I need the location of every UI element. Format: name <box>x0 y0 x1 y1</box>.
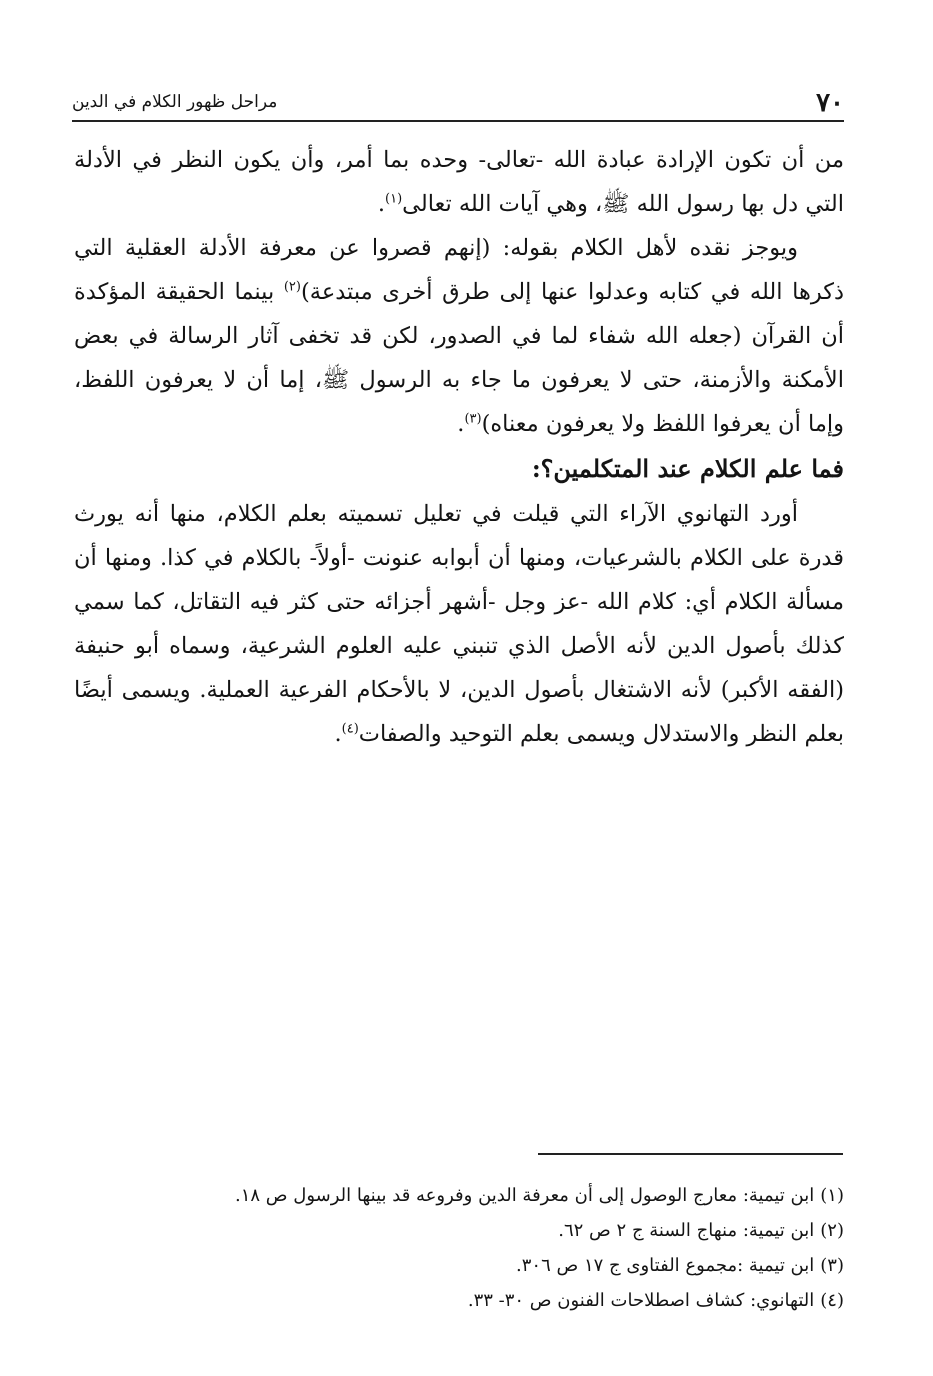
paragraph-3-text: أورد التهانوي الآراء التي قيلت في تعليل تسميته بعلم الكلام، منها أنه يورث قدرة على الكلام بالشرعيات، ومنها أن أبوابه عنونت -أولاً- بالكلام في كذا. ومنها أن مسألة الكلام أي: كلام الله -عز وجل -أشهر أجزائه حتى كثر فيه التقاتل، كما سمي كذلك بأصول الدين لأنه الأصل الذي تنبني عليه العلوم الشرعية، وسماه أبو حنيفة (الفقه الأكبر) لأنه الاشتغال بأصول الدين، لا بالأحكام الفرعية العملية. ويسمى أيضًا بعلم النظر والاستدلال ويسمى بعلم التوحيد والصفات <box>74 501 844 747</box>
footnote-item <box>74 1248 844 1283</box>
paragraph-3 <box>74 492 844 756</box>
paragraph-1-text: من أن تكون الإرادة عبادة الله -تعالى- وحده بما أمر، وأن يكون النظر في الأدلة التي دل بها رسول الله ﷺ، وهي آيات الله تعالى <box>74 147 844 217</box>
footnote-ref-2: (٢) <box>283 279 301 295</box>
footnote-ref-4: (٤) <box>341 721 359 737</box>
footnote-text: ابن تيمية: منهاج السنة ج ٢ ص ٦٢. <box>558 1220 815 1241</box>
footnote-number: (٤) <box>820 1290 844 1311</box>
footnote-ref-1: (١) <box>385 191 403 207</box>
footnote-item <box>74 1283 844 1318</box>
paragraph-3-end: . <box>334 721 342 747</box>
footnote-divider <box>538 1153 843 1155</box>
paragraph-2-text-a: ويوجز نقده لأهل الكلام بقوله: (إنهم قصروا عن معرفة الأدلة العقلية التي ذكرها الله في كتابه وعدلوا عنها إلى طرق أخرى مبتدعة) <box>74 235 844 305</box>
footnotes-list <box>74 1178 844 1318</box>
footnote-text: ابن تيمية :مجموع الفتاوى ج ١٧ ص ٣٠٦. <box>516 1255 815 1276</box>
paragraph-1 <box>74 138 844 226</box>
footnote-number: (٣) <box>820 1255 844 1276</box>
footnote-ref-3: (٣) <box>464 411 482 427</box>
footnote-number: (٢) <box>820 1220 844 1241</box>
footnote-item <box>74 1178 844 1213</box>
section-heading: فما علم الكلام عند المتكلمين؟: <box>531 454 844 483</box>
footnote-number: (١) <box>820 1185 844 1206</box>
page-header <box>72 86 844 122</box>
footnote-item <box>74 1213 844 1248</box>
main-text <box>74 138 844 756</box>
paragraph-1-end: . <box>377 191 385 217</box>
footnote-text: التهانوي: كشاف اصطلاحات الفنون ص ٣٠- ٣٣. <box>467 1290 815 1311</box>
paragraph-2-text-b: بينما الحقيقة المؤكدة أن القرآن (جعله الله شفاء لما في الصدور، لكن قد تخفى آثار الرسالة في بعض الأمكنة والأزمنة، حتى لا يعرفون ما جاء به الرسول ﷺ، إما أن لا يعرفون اللفظ، وإما أن يعرفوا اللفظ ولا يعرفون معناه) <box>74 279 844 437</box>
footnote-text: ابن تيمية: معارج الوصول إلى أن معرفة الدين وفروعه قد بينها الرسول ص ١٨. <box>235 1185 815 1206</box>
page-number: ٧٠ <box>816 88 844 118</box>
running-title: مراحل ظهور الكلام في الدين <box>72 92 278 112</box>
paragraph-2-end: . <box>457 411 465 437</box>
paragraph-2 <box>74 226 844 446</box>
